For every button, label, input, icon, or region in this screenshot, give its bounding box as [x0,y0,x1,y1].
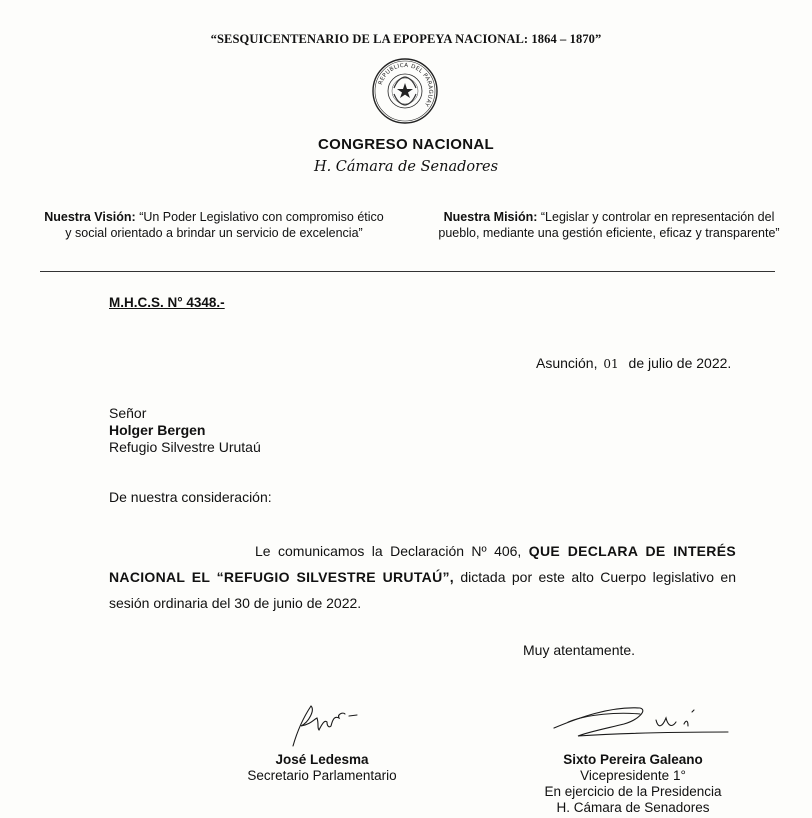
vision-statement [40,209,388,241]
signature-block-secretary [222,752,422,784]
letter-date [536,355,731,371]
vision-label: Nuestra Visión: [44,210,136,224]
signatory-role: H. Cámara de Senadores [556,800,710,815]
recipient-block [109,405,261,456]
signature-block-vicepresident [510,752,756,816]
signatory-role: Secretario Parlamentario [247,768,397,783]
greeting: De nuestra consideración: [109,489,272,505]
institution-name: CONGRESO NACIONAL [318,136,494,153]
mission-text: “Legislar y controlar en representación del pueblo, mediante una gestión eficiente, eficaz y transparente” [438,210,780,240]
commemorative-motto: “SESQUICENTENARIO DE LA EPOPEYA NACIONAL: 1864 – 1870” [210,32,602,46]
closing: Muy atentamente. [523,642,636,658]
reference-number: M.H.C.S. N° 4348.- [109,295,225,310]
vision-text: “Un Poder Legislativo con compromiso ético y social orientado a brindar un servicio de excelencia” [65,210,384,240]
chamber-name: H. Cámara de Senadores [313,159,499,175]
body-rest: dictada por este alto Cuerpo legislativo en sesión ordinaria del 30 de junio de 2022. [109,569,737,611]
signatory-role: En ejercicio de la Presidencia [544,784,722,799]
date-day: 01 [603,357,619,371]
national-seal-icon [372,58,438,124]
letter-body [109,538,736,616]
signatory-name: Sixto Pereira Galeano [563,752,703,767]
header-divider [40,271,775,272]
recipient-title: Señor [109,405,147,421]
mission-label: Nuestra Misión: [443,210,538,224]
signature-ledesma-icon [283,700,373,750]
signatory-role: Vicepresidente 1° [580,768,686,783]
body-bold-declaration: QUE DECLARA DE INTERÉS NACIONAL EL “REFUGIO SILVESTRE URUTAÚ”, [109,543,736,585]
svg-text:REPUBLICA DEL PARAGUAY: REPUBLICA DEL PARAGUAY [377,62,434,108]
recipient-name: Holger Bergen [109,422,206,438]
recipient-org: Refugio Silvestre Urutaú [109,439,261,455]
date-prefix: Asunción, [536,355,598,371]
mission-statement [432,209,786,241]
body-intro: Le comunicamos la Declaración Nº 406, [255,543,522,559]
date-suffix: de julio de 2022. [628,355,732,371]
signature-pereira-icon [548,698,733,744]
signatory-name: José Ledesma [275,752,369,767]
